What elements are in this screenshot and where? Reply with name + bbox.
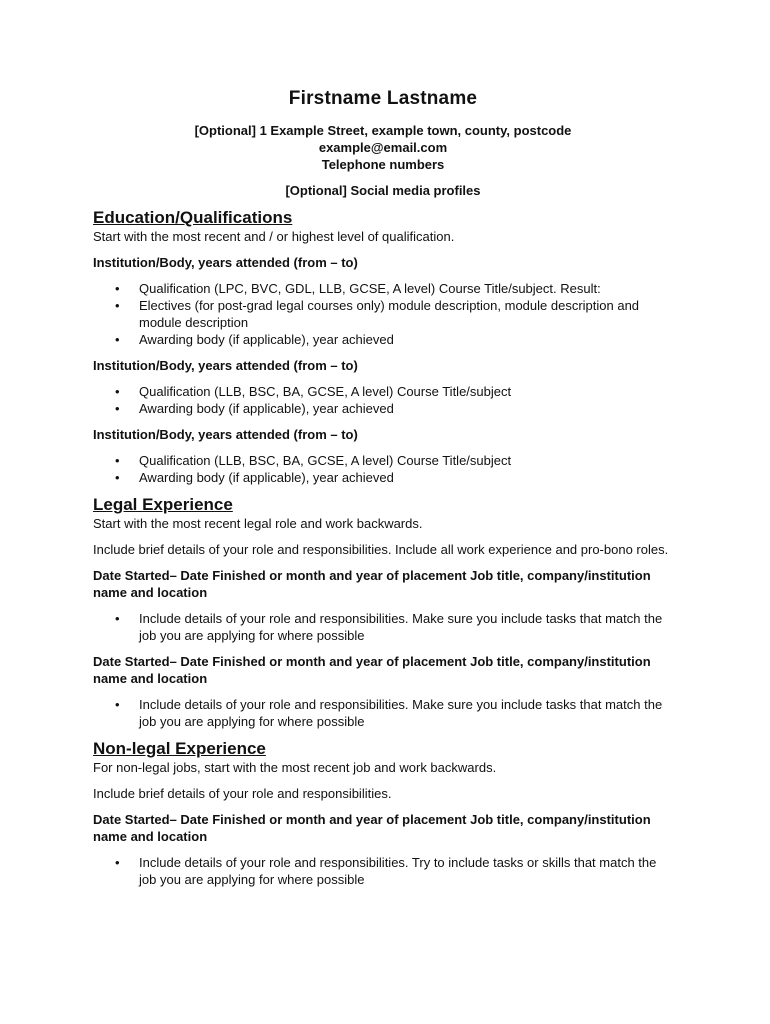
bullet-icon: •: [115, 855, 120, 870]
bullet-icon: •: [115, 453, 120, 468]
legal-intro-2: Include brief details of your role and responsibilities. Include all work experience and pro-bono roles.: [93, 542, 669, 557]
non-legal-intro-2: Include brief details of your role and responsibilities.: [93, 786, 392, 801]
list-item: • Include details of your role and responsibilities. Make sure you include tasks that match the job you are applying for where possible: [115, 611, 663, 643]
legal-entry-1-list: [93, 610, 673, 644]
bullet-icon: •: [115, 384, 120, 399]
list-item: • Awarding body (if applicable), year achieved: [115, 470, 394, 485]
social-profiles: [Optional] Social media profiles: [285, 183, 481, 198]
legal-entry-2-list: [93, 696, 673, 730]
legal-experience-heading: Legal Experience: [93, 495, 233, 514]
education-entry-2-list: [93, 383, 673, 417]
phone: Telephone numbers: [321, 157, 445, 172]
list-item: • Qualification (LPC, BVC, GDL, LLB, GCSE, A level) Course Title/subject. Result:: [115, 281, 601, 296]
legal-intro: Start with the most recent legal role and work backwards.: [93, 516, 423, 531]
list-item: • Electives (for post-grad legal courses only) module description, module description and module description: [115, 298, 640, 330]
list-item: • Qualification (LLB, BSC, BA, GCSE, A level) Course Title/subject: [115, 453, 512, 468]
legal-entry-1-title: Date Started– Date Finished or month and year of placement Job title, company/institution name and location: [93, 568, 651, 600]
education-entry-1-title: Institution/Body, years attended (from – to): [93, 255, 358, 270]
cv-name: Firstname Lastname: [288, 88, 478, 109]
bullet-icon: •: [115, 401, 120, 416]
bullet-icon: •: [115, 298, 120, 313]
education-entry-3-title: Institution/Body, years attended (from – to): [93, 427, 358, 442]
bullet-icon: •: [115, 697, 120, 712]
non-legal-entry-1-list: [93, 854, 673, 888]
list-item: • Awarding body (if applicable), year achieved: [115, 401, 394, 416]
list-item: • Include details of your role and responsibilities. Make sure you include tasks that match the job you are applying for where possible: [115, 697, 663, 729]
legal-entry-2-title: Date Started– Date Finished or month and year of placement Job title, company/institution name and location: [93, 654, 651, 686]
bullet-icon: •: [115, 611, 120, 626]
education-intro: Start with the most recent and / or highest level of qualification.: [93, 229, 455, 244]
education-heading: Education/Qualifications: [93, 208, 293, 227]
list-item: • Qualification (LLB, BSC, BA, GCSE, A level) Course Title/subject: [115, 384, 512, 399]
bullet-icon: •: [115, 470, 120, 485]
cv-page: [93, 86, 673, 888]
bullet-icon: •: [115, 332, 120, 347]
list-item: • Awarding body (if applicable), year achieved: [115, 332, 394, 347]
education-entry-2-title: Institution/Body, years attended (from – to): [93, 358, 358, 373]
address: [Optional] 1 Example Street, example town, county, postcode: [194, 123, 572, 138]
bullet-icon: •: [115, 281, 120, 296]
list-item: • Include details of your role and responsibilities. Try to include tasks or skills that match the job you are applying for where possible: [115, 855, 657, 887]
education-entry-3-list: [93, 452, 673, 486]
non-legal-experience-heading: Non-legal Experience: [93, 739, 266, 758]
email: example@email.com: [318, 140, 448, 155]
education-entry-1-list: [93, 280, 673, 348]
non-legal-intro: For non-legal jobs, start with the most recent job and work backwards.: [93, 760, 497, 775]
non-legal-entry-1-title: Date Started– Date Finished or month and year of placement Job title, company/institution name and location: [93, 812, 651, 844]
